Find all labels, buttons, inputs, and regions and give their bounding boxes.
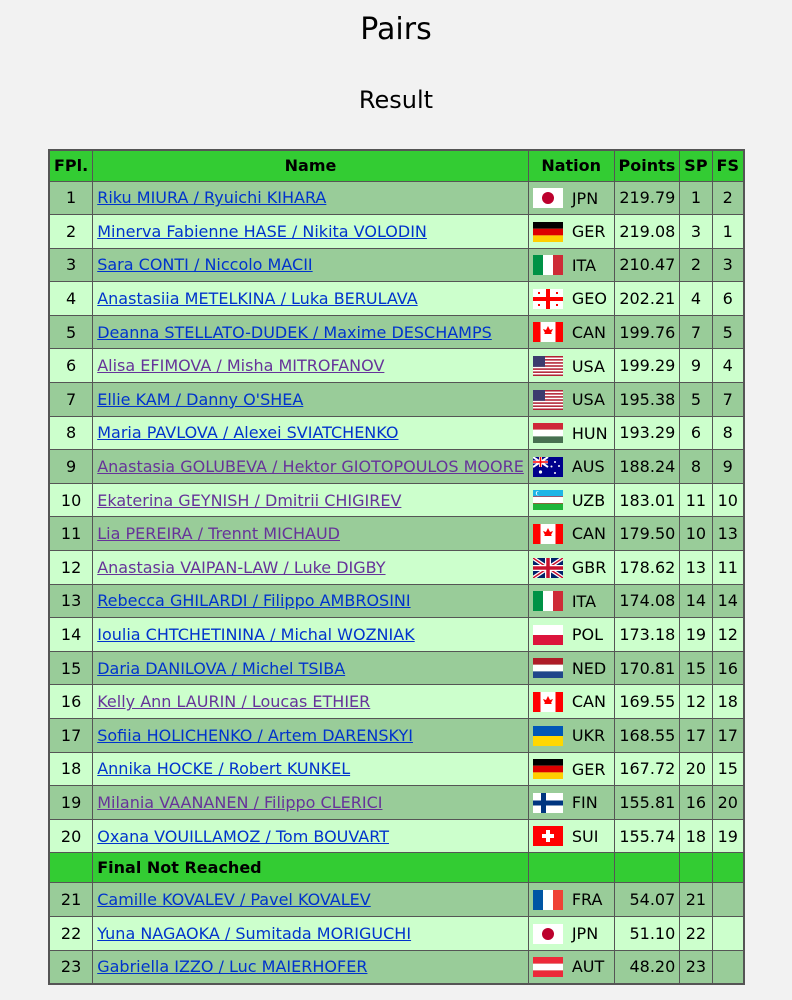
- nation-cell: [528, 450, 614, 484]
- points-cell: 210.47: [614, 248, 680, 282]
- table-row: [49, 248, 744, 282]
- name-cell: [93, 483, 529, 517]
- table-row: [49, 651, 744, 685]
- table-row: [49, 752, 744, 786]
- usa-flag-icon: [533, 356, 563, 376]
- can-flag-icon: [533, 692, 563, 712]
- nation-code: ITA: [571, 591, 597, 611]
- ger-flag-icon: [533, 759, 563, 779]
- points-cell: 170.81: [614, 651, 680, 685]
- pair-name-link[interactable]: Anastasia GOLUBEVA / Hektor GIOTOPOULOS MOORE: [97, 457, 524, 477]
- fs-rank-cell: 4: [712, 349, 744, 383]
- jpn-flag-icon: [533, 924, 563, 944]
- placement-cell: 11: [49, 517, 93, 551]
- placement-cell: 3: [49, 248, 93, 282]
- name-cell: [93, 916, 529, 950]
- col-header-points: Points: [614, 150, 680, 181]
- pair-name-link[interactable]: Maria PAVLOVA / Alexei SVIATCHENKO: [97, 423, 399, 443]
- fs-rank-cell: 3: [712, 248, 744, 282]
- pair-name-link[interactable]: Ellie KAM / Danny O'SHEA: [97, 389, 304, 409]
- pair-name-link[interactable]: Milania VAANANEN / Filippo CLERICI: [97, 792, 383, 812]
- nation-cell: [528, 584, 614, 618]
- points-cell: 167.72: [614, 752, 680, 786]
- name-cell: [93, 819, 529, 853]
- fs-rank-cell: 14: [712, 584, 744, 618]
- ger-flag-icon: [533, 222, 563, 242]
- page-subtitle: Result: [358, 86, 434, 114]
- sp-rank-cell: 5: [680, 383, 712, 417]
- pair-name-link[interactable]: Camille KOVALEV / Pavel KOVALEV: [97, 890, 371, 910]
- sp-rank-cell: 7: [680, 315, 712, 349]
- pair-name-link[interactable]: Minerva Fabienne HASE / Nikita VOLODIN: [97, 221, 427, 241]
- table-row: [49, 282, 744, 316]
- table-header-row: [49, 150, 744, 181]
- fs-rank-cell: 20: [712, 786, 744, 820]
- sp-rank-cell: 21: [680, 883, 712, 917]
- points-cell: 183.01: [614, 483, 680, 517]
- name-cell: [93, 786, 529, 820]
- sp-rank-cell: 19: [680, 618, 712, 652]
- nation-code: GEO: [571, 289, 607, 309]
- nation-code: UZB: [571, 490, 606, 510]
- section-empty-cell: [614, 853, 680, 883]
- nation-code: POL: [571, 625, 603, 645]
- nation-cell: [528, 282, 614, 316]
- nation-code: ITA: [571, 255, 597, 275]
- fs-rank-cell: 13: [712, 517, 744, 551]
- can-flag-icon: [533, 524, 563, 544]
- col-header-nation: Nation: [528, 150, 614, 181]
- points-cell: 169.55: [614, 685, 680, 719]
- points-cell: 155.81: [614, 786, 680, 820]
- table-row: [49, 819, 744, 853]
- pair-name-link[interactable]: Yuna NAGAOKA / Sumitada MORIGUCHI: [97, 923, 412, 943]
- name-cell: [93, 248, 529, 282]
- placement-cell: 6: [49, 349, 93, 383]
- nation-code: GBR: [571, 558, 607, 578]
- fra-flag-icon: [533, 890, 563, 910]
- fs-rank-cell: 18: [712, 685, 744, 719]
- fs-rank-cell: 12: [712, 618, 744, 652]
- points-cell: 48.20: [614, 950, 680, 984]
- sp-rank-cell: 23: [680, 950, 712, 984]
- fs-rank-cell: [712, 883, 744, 917]
- nation-code: CAN: [571, 524, 606, 544]
- section-empty-cell: [712, 853, 744, 883]
- name-cell: [93, 551, 529, 585]
- table-row: [49, 618, 744, 652]
- name-cell: [93, 383, 529, 417]
- sp-rank-cell: 4: [680, 282, 712, 316]
- placement-cell: 14: [49, 618, 93, 652]
- nation-cell: [528, 483, 614, 517]
- nation-cell: [528, 416, 614, 450]
- placement-cell: 21: [49, 883, 93, 917]
- nation-code: AUS: [571, 457, 605, 477]
- placement-cell: 8: [49, 416, 93, 450]
- nation-cell: [528, 551, 614, 585]
- name-cell: [93, 752, 529, 786]
- fs-rank-cell: 15: [712, 752, 744, 786]
- table-row: [49, 215, 744, 249]
- placement-cell: 1: [49, 181, 93, 215]
- section-empty-cell: [680, 853, 712, 883]
- fs-rank-cell: 2: [712, 181, 744, 215]
- pair-name-link[interactable]: Deanna STELLATO-DUDEK / Maxime DESCHAMPS: [97, 322, 492, 342]
- name-cell: [93, 181, 529, 215]
- placement-cell: 7: [49, 383, 93, 417]
- name-cell: [93, 618, 529, 652]
- nation-cell: [528, 719, 614, 753]
- sp-rank-cell: 14: [680, 584, 712, 618]
- sp-rank-cell: 10: [680, 517, 712, 551]
- nation-code: JPN: [571, 924, 599, 944]
- table-row: [49, 181, 744, 215]
- ita-flag-icon: [533, 591, 563, 611]
- sui-flag-icon: [533, 826, 563, 846]
- points-cell: 178.62: [614, 551, 680, 585]
- sp-rank-cell: 11: [680, 483, 712, 517]
- sp-rank-cell: 17: [680, 719, 712, 753]
- name-cell: [93, 517, 529, 551]
- name-cell: [93, 282, 529, 316]
- fs-rank-cell: 8: [712, 416, 744, 450]
- pol-flag-icon: [533, 625, 563, 645]
- col-header-sp: SP: [680, 150, 712, 181]
- sp-rank-cell: 22: [680, 916, 712, 950]
- nation-code: FRA: [571, 890, 603, 910]
- jpn-flag-icon: [533, 188, 563, 208]
- sp-rank-cell: 16: [680, 786, 712, 820]
- pair-name-link[interactable]: Lia PEREIRA / Trennt MICHAUD: [97, 524, 340, 544]
- col-header-name: Name: [93, 150, 529, 181]
- nation-cell: [528, 950, 614, 984]
- placement-cell: 4: [49, 282, 93, 316]
- nation-cell: [528, 916, 614, 950]
- pair-name-link[interactable]: Gabriella IZZO / Luc MAIERHOFER: [97, 957, 368, 977]
- fs-rank-cell: 16: [712, 651, 744, 685]
- placement-cell: 15: [49, 651, 93, 685]
- section-empty-cell: [528, 853, 614, 883]
- table-row: [49, 483, 744, 517]
- points-cell: 179.50: [614, 517, 680, 551]
- nation-cell: [528, 618, 614, 652]
- points-cell: 188.24: [614, 450, 680, 484]
- name-cell: [93, 584, 529, 618]
- pair-name-link[interactable]: Rebecca GHILARDI / Filippo AMBROSINI: [97, 591, 411, 611]
- placement-cell: 5: [49, 315, 93, 349]
- points-cell: 195.38: [614, 383, 680, 417]
- page-title: Pairs: [360, 12, 432, 47]
- nation-code: NED: [571, 658, 607, 678]
- ita-flag-icon: [533, 255, 563, 275]
- table-row: [49, 883, 744, 917]
- placement-cell: 12: [49, 551, 93, 585]
- nation-cell: [528, 685, 614, 719]
- name-cell: [93, 719, 529, 753]
- sp-rank-cell: 12: [680, 685, 712, 719]
- nation-cell: [528, 517, 614, 551]
- placement-cell: 20: [49, 819, 93, 853]
- placement-cell: 23: [49, 950, 93, 984]
- nation-cell: [528, 383, 614, 417]
- points-cell: 219.79: [614, 181, 680, 215]
- placement-cell: 13: [49, 584, 93, 618]
- pair-name-link[interactable]: Oxana VOUILLAMOZ / Tom BOUVART: [97, 826, 389, 846]
- fin-flag-icon: [533, 793, 563, 813]
- nation-code: UKR: [571, 726, 606, 746]
- aus-flag-icon: [533, 457, 563, 477]
- placement-cell: 18: [49, 752, 93, 786]
- name-cell: [93, 651, 529, 685]
- nation-code: AUT: [571, 957, 605, 977]
- placement-cell: 10: [49, 483, 93, 517]
- usa-flag-icon: [533, 390, 563, 410]
- placement-cell: 22: [49, 916, 93, 950]
- placement-cell: 19: [49, 786, 93, 820]
- pair-name-link[interactable]: Anastasiia METELKINA / Luka BERULAVA: [97, 289, 418, 309]
- points-cell: 199.76: [614, 315, 680, 349]
- table-row: [49, 416, 744, 450]
- placement-cell: 16: [49, 685, 93, 719]
- points-cell: 168.55: [614, 719, 680, 753]
- name-cell: [93, 950, 529, 984]
- table-row: [49, 584, 744, 618]
- fs-rank-cell: 10: [712, 483, 744, 517]
- sp-rank-cell: 18: [680, 819, 712, 853]
- nation-code: CAN: [571, 322, 606, 342]
- sp-rank-cell: 6: [680, 416, 712, 450]
- sp-rank-cell: 2: [680, 248, 712, 282]
- pair-name-link[interactable]: Kelly Ann LAURIN / Loucas ETHIER: [97, 692, 371, 712]
- pair-name-link[interactable]: Riku MIURA / Ryuichi KIHARA: [97, 188, 327, 208]
- nation-code: GER: [571, 759, 606, 779]
- nation-cell: [528, 786, 614, 820]
- nation-cell: [528, 248, 614, 282]
- table-row: [49, 551, 744, 585]
- table-row: [49, 950, 744, 984]
- fs-rank-cell: 19: [712, 819, 744, 853]
- nation-cell: [528, 651, 614, 685]
- sp-rank-cell: 9: [680, 349, 712, 383]
- gbr-flag-icon: [533, 558, 563, 578]
- nation-code: USA: [571, 356, 605, 376]
- nation-code: USA: [571, 390, 605, 410]
- fs-rank-cell: 7: [712, 383, 744, 417]
- table-row: [49, 315, 744, 349]
- sp-rank-cell: 8: [680, 450, 712, 484]
- sp-rank-cell: 1: [680, 181, 712, 215]
- col-header-fpl: FPl.: [49, 150, 93, 181]
- placement-cell: 2: [49, 215, 93, 249]
- aut-flag-icon: [533, 957, 563, 977]
- fs-rank-cell: 11: [712, 551, 744, 585]
- table-row: [49, 719, 744, 753]
- nation-cell: [528, 883, 614, 917]
- placement-cell: 9: [49, 450, 93, 484]
- table-row: [49, 685, 744, 719]
- nation-cell: [528, 349, 614, 383]
- name-cell: [93, 685, 529, 719]
- points-cell: 199.29: [614, 349, 680, 383]
- uzb-flag-icon: [533, 490, 563, 510]
- ukr-flag-icon: [533, 726, 563, 746]
- points-cell: 173.18: [614, 618, 680, 652]
- section-empty-cell: [49, 853, 93, 883]
- name-cell: [93, 883, 529, 917]
- pair-name-link[interactable]: Sara CONTI / Niccolo MACII: [97, 255, 313, 275]
- fs-rank-cell: [712, 950, 744, 984]
- section-label: Final Not Reached: [93, 853, 529, 883]
- nation-cell: [528, 819, 614, 853]
- nation-code: CAN: [571, 692, 606, 712]
- geo-flag-icon: [533, 289, 563, 309]
- nation-code: GER: [571, 222, 606, 242]
- sp-rank-cell: 15: [680, 651, 712, 685]
- nation-code: JPN: [571, 188, 599, 208]
- table-row: [49, 450, 744, 484]
- fs-rank-cell: 9: [712, 450, 744, 484]
- sp-rank-cell: 13: [680, 551, 712, 585]
- fs-rank-cell: 5: [712, 315, 744, 349]
- fs-rank-cell: 1: [712, 215, 744, 249]
- name-cell: [93, 215, 529, 249]
- table-row: [49, 349, 744, 383]
- pair-name-link[interactable]: Daria DANILOVA / Michel TSIBA: [97, 658, 346, 678]
- sp-rank-cell: 3: [680, 215, 712, 249]
- points-cell: 193.29: [614, 416, 680, 450]
- fs-rank-cell: [712, 916, 744, 950]
- name-cell: [93, 349, 529, 383]
- results-table: [48, 149, 745, 985]
- points-cell: 155.74: [614, 819, 680, 853]
- points-cell: 174.08: [614, 584, 680, 618]
- fs-rank-cell: 17: [712, 719, 744, 753]
- points-cell: 219.08: [614, 215, 680, 249]
- sp-rank-cell: 20: [680, 752, 712, 786]
- pair-name-link[interactable]: Sofiia HOLICHENKO / Artem DARENSKYI: [97, 725, 413, 745]
- nation-cell: [528, 315, 614, 349]
- table-row: [49, 916, 744, 950]
- points-cell: 51.10: [614, 916, 680, 950]
- nation-code: HUN: [571, 423, 608, 443]
- pair-name-link[interactable]: Alisa EFIMOVA / Misha MITROFANOV: [97, 356, 385, 376]
- pair-name-link[interactable]: Anastasia VAIPAN-LAW / Luke DIGBY: [97, 557, 386, 577]
- nation-cell: [528, 215, 614, 249]
- points-cell: 202.21: [614, 282, 680, 316]
- nation-code: FIN: [571, 793, 598, 813]
- placement-cell: 17: [49, 719, 93, 753]
- pair-name-link[interactable]: Ioulia CHTCHETININA / Michal WOZNIAK: [97, 625, 415, 645]
- section-row-final-not-reached: [49, 853, 744, 883]
- pair-name-link[interactable]: Annika HOCKE / Robert KUNKEL: [97, 759, 351, 779]
- can-flag-icon: [533, 322, 563, 342]
- ned-flag-icon: [533, 658, 563, 678]
- nation-cell: [528, 181, 614, 215]
- points-cell: 54.07: [614, 883, 680, 917]
- name-cell: [93, 416, 529, 450]
- table-row: [49, 786, 744, 820]
- name-cell: [93, 315, 529, 349]
- pair-name-link[interactable]: Ekaterina GEYNISH / Dmitrii CHIGIREV: [97, 490, 402, 510]
- hun-flag-icon: [533, 423, 563, 443]
- fs-rank-cell: 6: [712, 282, 744, 316]
- name-cell: [93, 450, 529, 484]
- col-header-fs: FS: [712, 150, 744, 181]
- nation-code: SUI: [571, 826, 599, 846]
- nation-cell: [528, 752, 614, 786]
- table-row: [49, 517, 744, 551]
- table-row: [49, 383, 744, 417]
